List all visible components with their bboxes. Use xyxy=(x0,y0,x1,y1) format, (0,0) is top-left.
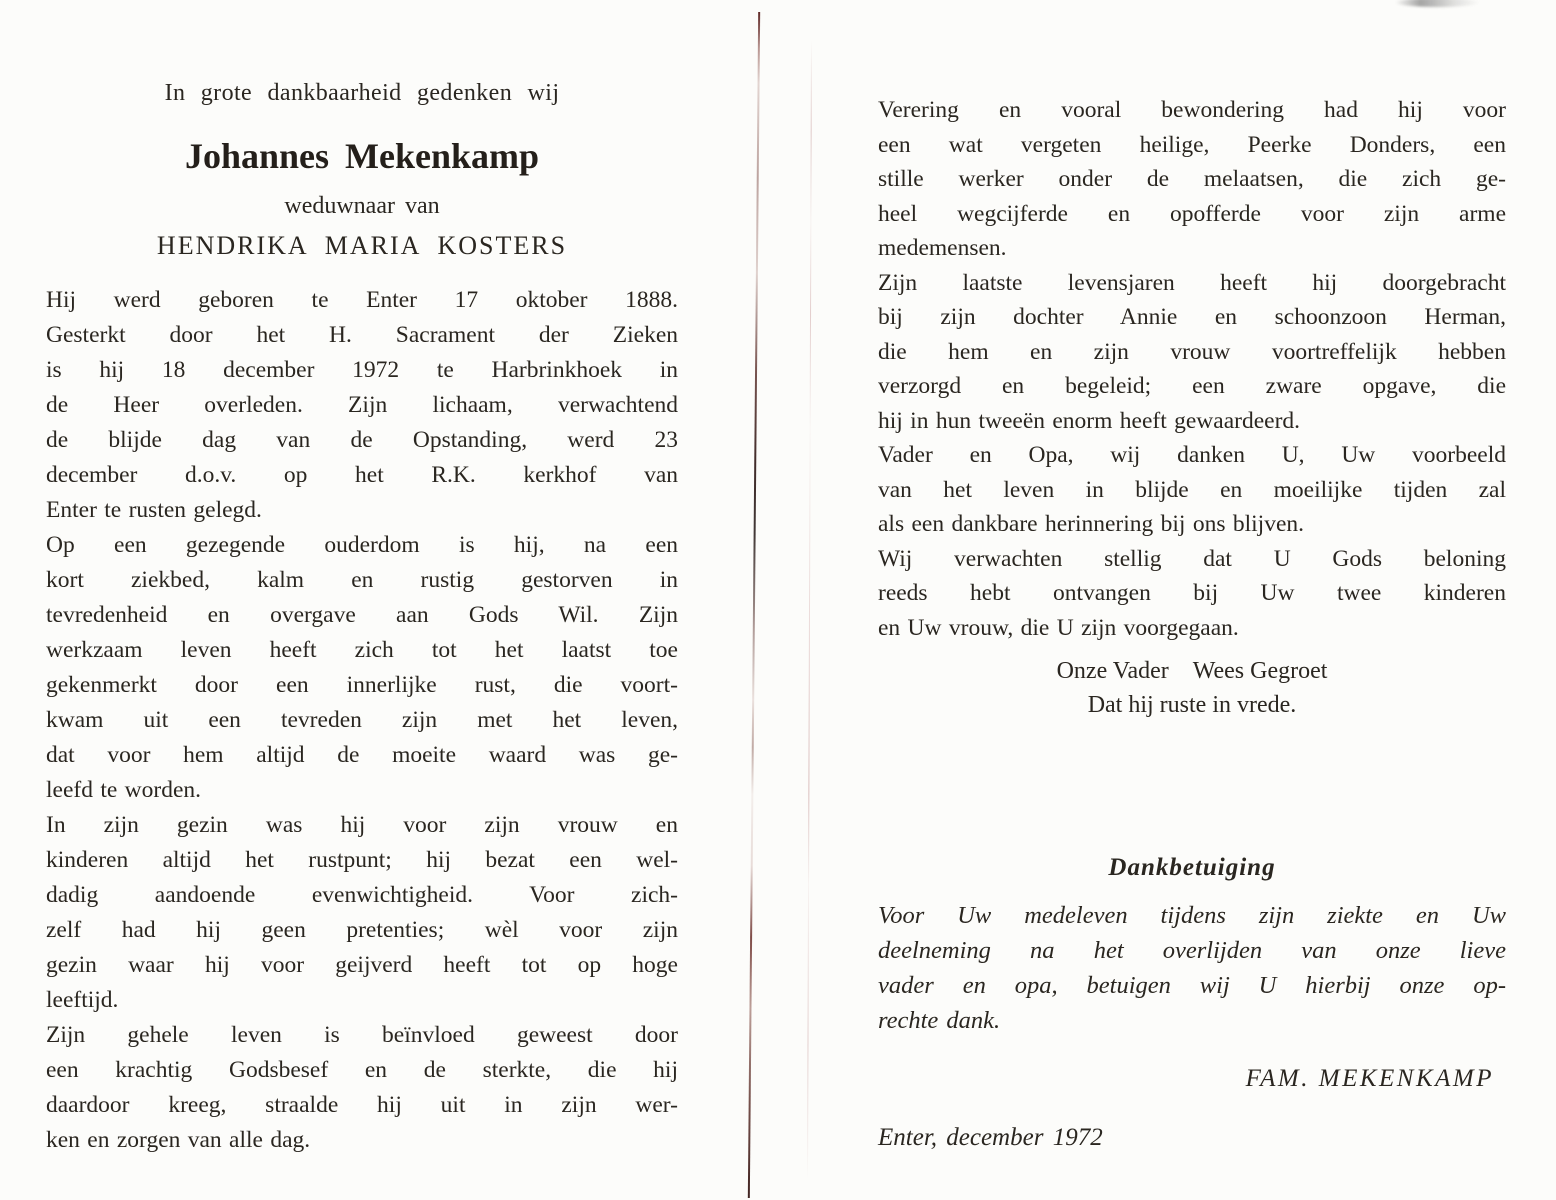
deceased-name: Johannes Mekenkamp xyxy=(184,136,540,176)
text-line: hij in hun tweeën enorm heeft gewaardeerd. xyxy=(878,407,1301,434)
text-line: is hij 18 december 1972 te Harbrinkhoek in xyxy=(46,357,678,383)
paragraph xyxy=(878,93,1506,266)
text-line: dadig aandoende evenwichtigheid. Voor zich- xyxy=(46,882,678,908)
text-line: gekenmerkt door een innerlijke rust, die voort- xyxy=(46,672,678,698)
text-line: leeftijd. xyxy=(46,987,119,1013)
page-left xyxy=(46,0,678,1158)
place-dateline: Enter, december 1972 xyxy=(878,1124,1103,1151)
text-line: leefd te worden. xyxy=(46,777,202,803)
text-line: en Uw vrouw, die U zijn voorgegaan. xyxy=(878,614,1239,641)
text-line: tevredenheid en overgave aan Gods Wil. Zijn xyxy=(46,602,678,628)
text-line: kort ziekbed, kalm en rustig gestorven in xyxy=(46,567,678,593)
spouse-name: HENDRIKA MARIA KOSTERS xyxy=(156,231,568,260)
text-line: werkzaam leven heeft zich tot het laatst toe xyxy=(46,637,678,663)
text-line: Gesterkt door het H. Sacrament der Zieken xyxy=(46,322,678,348)
text-line: deelneming na het overlijden van onze lieve xyxy=(878,937,1506,964)
paragraph xyxy=(878,438,1506,542)
text-line: december d.o.v. op het R.K. kerkhof van xyxy=(46,462,678,488)
relation-line: weduwnaar van xyxy=(284,193,440,219)
intro-line: In grote dankbaarheid gedenken wij xyxy=(164,80,560,106)
text-line: van het leven in blijde en moeilijke tijden zal xyxy=(878,476,1506,503)
paragraph xyxy=(878,266,1506,439)
text-line: Onze Vader Wees Gegroet xyxy=(1056,658,1328,684)
text-line: Zijn laatste levensjaren heeft hij doorgebracht xyxy=(878,269,1506,296)
paragraph xyxy=(46,528,678,808)
text-line: rechte dank. xyxy=(878,1007,1001,1034)
text-line: een wat vergeten heilige, Peerke Donders, een xyxy=(878,131,1506,158)
text-line: dat voor hem altijd de moeite waard was ge- xyxy=(46,742,678,768)
page-right xyxy=(878,0,1506,1154)
prayer-lines xyxy=(878,654,1506,722)
text-line: stille werker onder de melaatsen, die zich ge- xyxy=(878,166,1506,192)
text-line: Hij werd geboren te Enter 17 oktober 1888. xyxy=(46,287,678,313)
text-line: Verering en vooral bewondering had hij voor xyxy=(878,97,1506,123)
text-line: medemensen. xyxy=(878,235,1007,261)
text-line: zelf had hij geen pretenties; wèl voor zijn xyxy=(46,917,678,943)
text-line: Voor Uw medeleven tijdens zijn ziekte en Uw xyxy=(878,902,1506,929)
text-line: kinderen altijd het rustpunt; hij bezat een wel- xyxy=(46,847,678,873)
right-body-text xyxy=(878,93,1506,645)
acknowledgement-heading: Dankbetuiging xyxy=(1108,854,1276,881)
text-line: ken en zorgen van alle dag. xyxy=(46,1127,311,1153)
text-line: reeds hebt ontvangen bij Uw twee kinderen xyxy=(878,580,1506,606)
text-line: bij zijn dochter Annie en schoonzoon Herman, xyxy=(878,304,1506,330)
left-body-text xyxy=(46,283,678,1158)
text-line: In zijn gezin was hij voor zijn vrouw en xyxy=(46,812,678,838)
text-line: de blijde dag van de Opstanding, werd 23 xyxy=(46,427,678,453)
paragraph xyxy=(46,1018,678,1158)
acknowledgement-body xyxy=(878,898,1506,1038)
text-line: kwam uit een tevreden zijn met het leven, xyxy=(46,707,678,733)
family-signature: FAM. MEKENKAMP xyxy=(1245,1065,1494,1092)
text-line: Zijn gehele leven is beïnvloed geweest door xyxy=(46,1022,678,1048)
center-fold-crease xyxy=(748,12,760,1198)
paragraph xyxy=(46,283,678,528)
text-line: een krachtig Godsbesef en de sterkte, die hij xyxy=(46,1057,678,1083)
text-line: Vader en Opa, wij danken U, Uw voorbeeld xyxy=(878,442,1506,468)
text-line: Op een gezegende ouderdom is hij, na een xyxy=(46,532,678,558)
text-line: als een dankbare herinnering bij ons blijven. xyxy=(878,511,1304,537)
paragraph xyxy=(878,542,1506,646)
text-line: verzorgd en begeleid; een zware opgave, die xyxy=(878,373,1506,399)
text-line: de Heer overleden. Zijn lichaam, verwachtend xyxy=(46,392,678,418)
text-line: vader en opa, betuigen wij U hierbij onze op- xyxy=(878,972,1506,999)
text-line: Enter te rusten gelegd. xyxy=(46,497,262,523)
text-line: die hem en zijn vrouw voortreffelijk hebben xyxy=(878,338,1506,365)
text-line: gezin waar hij voor geijverd heeft tot op hoge xyxy=(46,952,678,978)
paragraph xyxy=(46,808,678,1018)
text-line: Dat hij ruste in vrede. xyxy=(1087,692,1297,718)
text-line: daardoor kreeg, straalde hij uit in zijn wer- xyxy=(46,1092,678,1118)
text-line: Wij verwachten stellig dat U Gods beloning xyxy=(878,545,1506,572)
text-line: heel wegcijferde en opofferde voor zijn arme xyxy=(878,200,1506,227)
faint-secondary-crease xyxy=(807,40,812,1180)
